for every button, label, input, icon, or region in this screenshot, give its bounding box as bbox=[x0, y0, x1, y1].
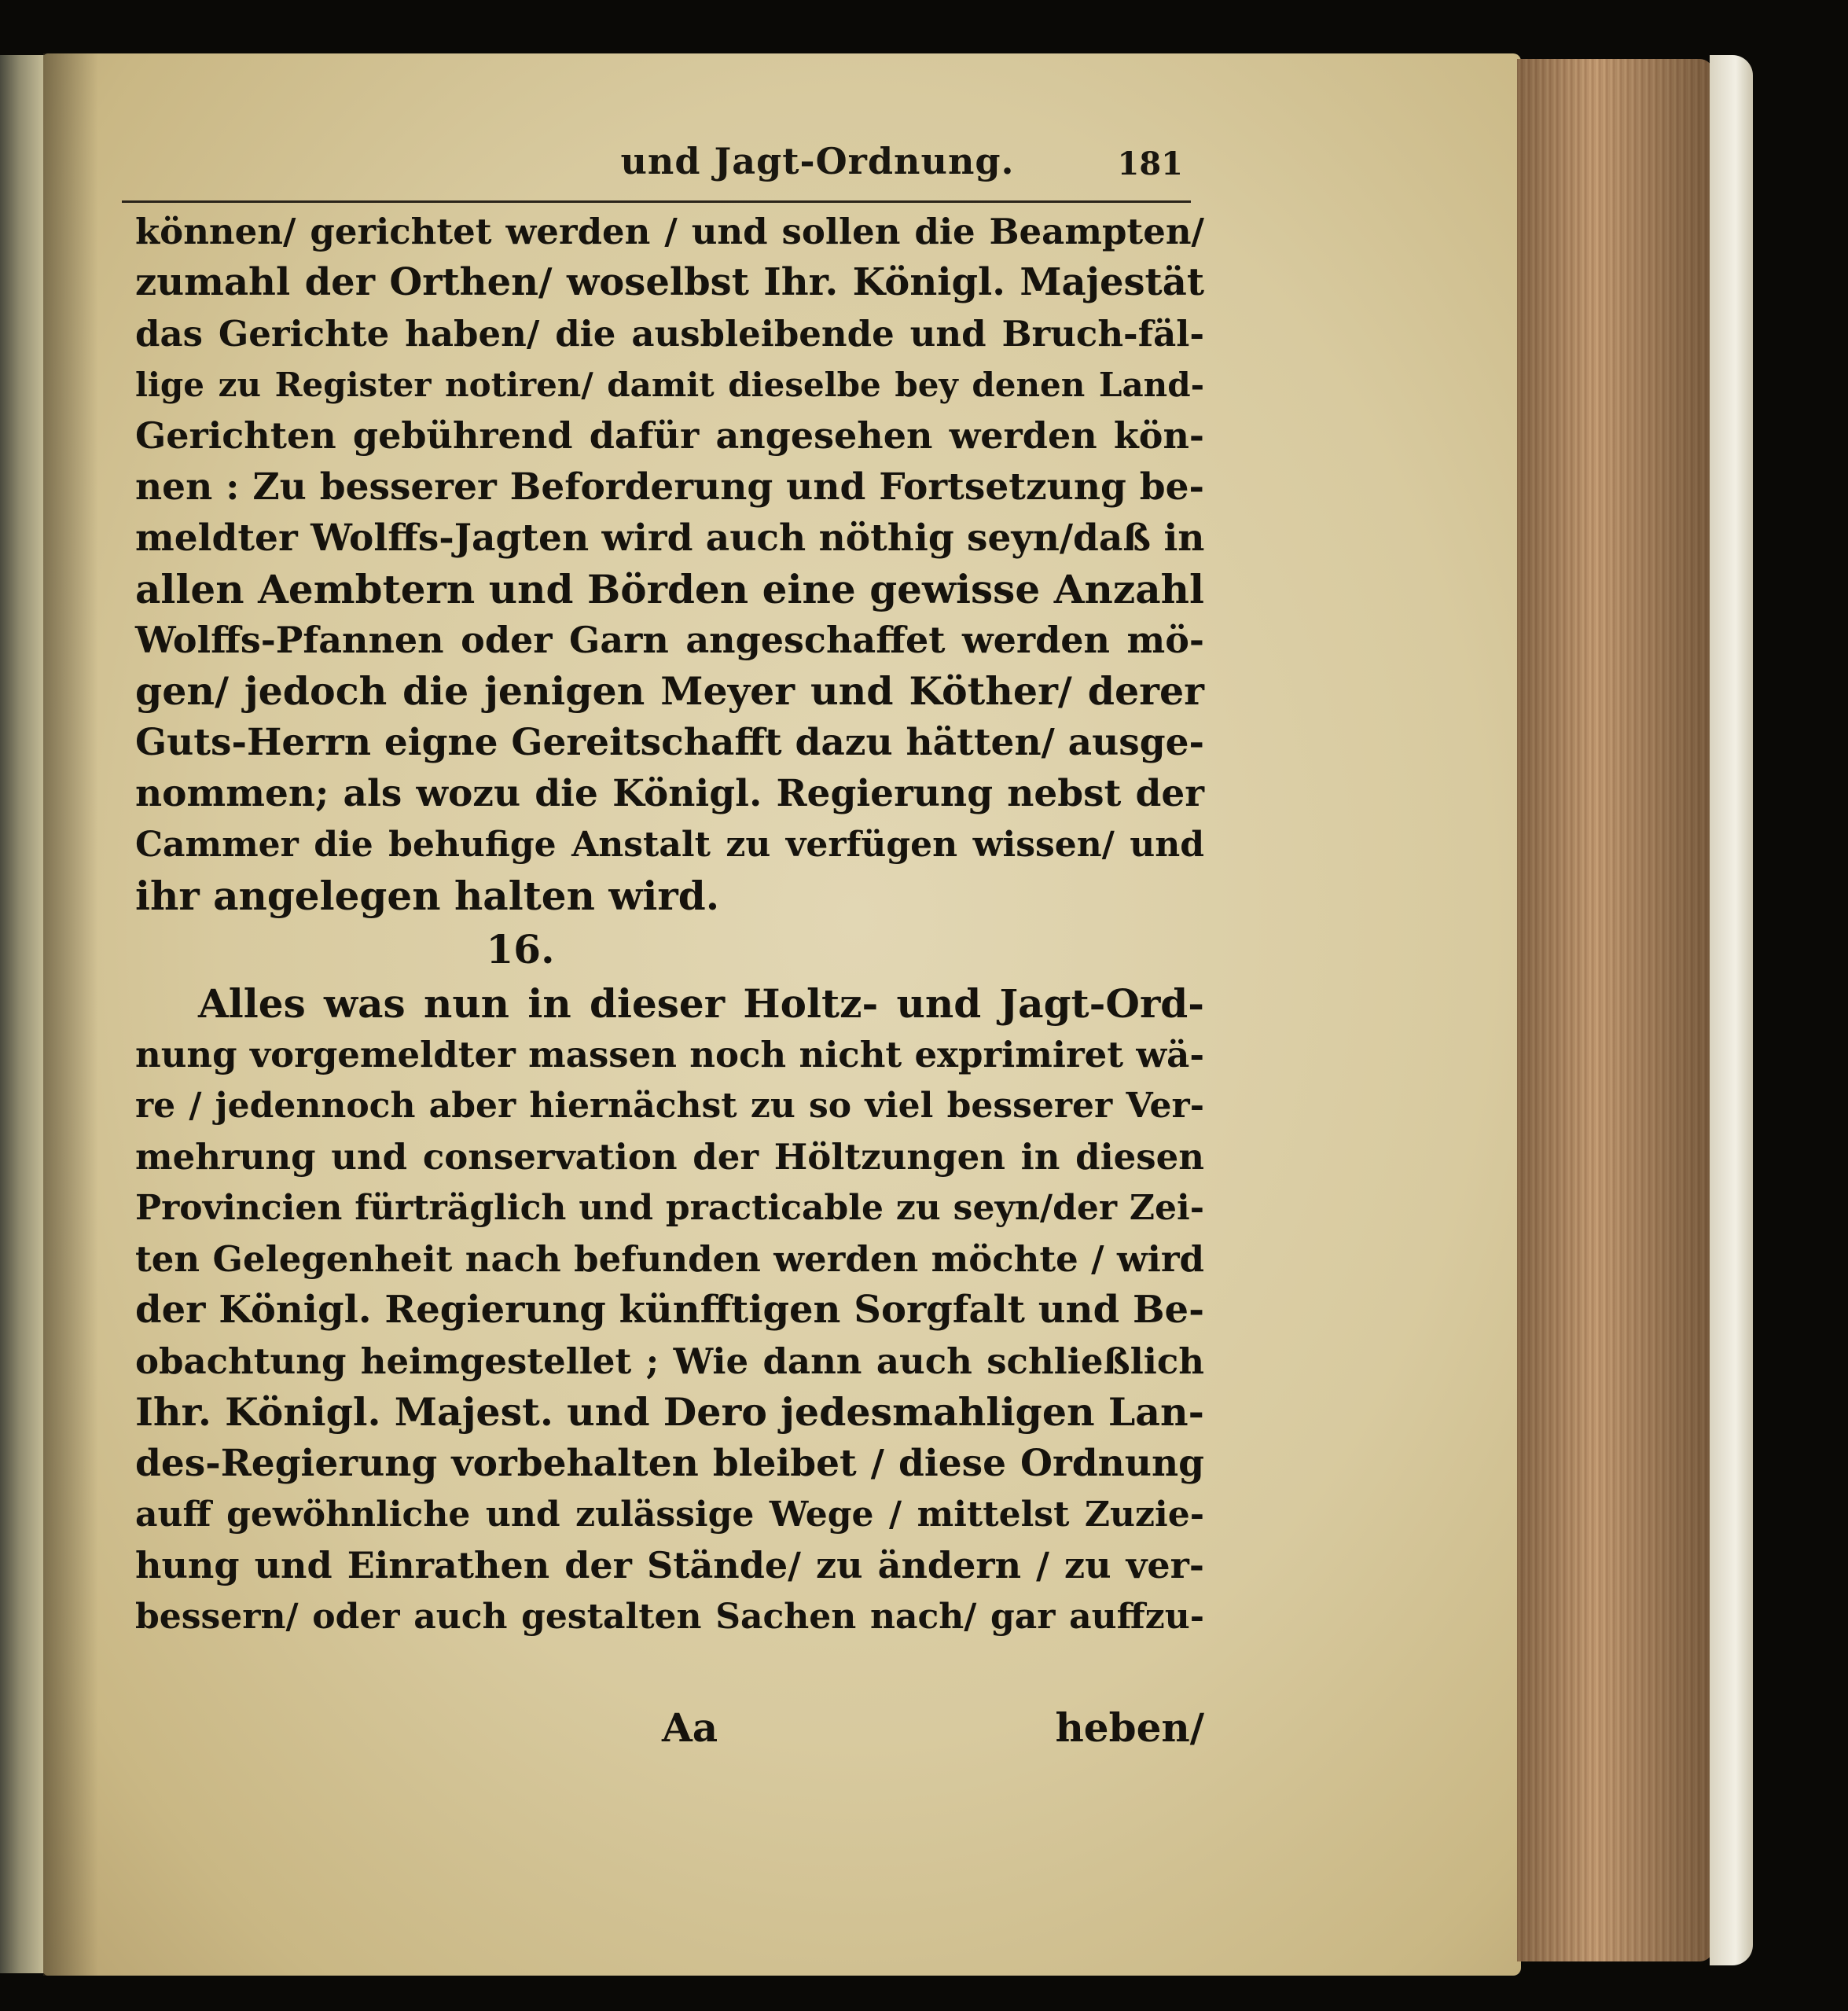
text-line: gen/ jedoch die jenigen Meyer und Köther/ derer bbox=[135, 668, 1204, 714]
text-line: ihr angelegen halten wird. bbox=[135, 873, 720, 919]
text-line: Cammer die behufige Anstalt zu verfügen wissen/ und bbox=[135, 825, 1204, 865]
previous-page-edge bbox=[0, 55, 49, 1973]
header-rule bbox=[122, 200, 1191, 203]
text-line: Gerichten gebührend dafür angesehen werden kön- bbox=[135, 414, 1204, 457]
gutter-shadow bbox=[43, 53, 98, 1976]
body-text bbox=[135, 206, 1204, 1642]
text-line: können/ gerichtet werden / und sollen die Beampten/ bbox=[135, 211, 1204, 252]
page-footer bbox=[135, 1704, 1204, 1759]
section-number: 16. bbox=[486, 926, 555, 972]
text-line: re / jedennoch aber hiernächst zu so viel besserer Ver- bbox=[135, 1086, 1204, 1126]
text-line: ten Gelegenheit nach befunden werden möchte / wird bbox=[135, 1238, 1204, 1280]
text-line: nen : Zu besserer Beforderung und Fortsetzung be- bbox=[135, 465, 1204, 509]
text-line: meldter Wolffs-Jagten wird auch nöthig seyn/daß in bbox=[135, 517, 1205, 560]
signature-mark: Aa bbox=[662, 1704, 718, 1751]
text-line: der Königl. Regierung künfftigen Sorgfalt und Be- bbox=[135, 1288, 1204, 1332]
catchword: heben/ bbox=[1055, 1704, 1204, 1751]
text-line: auff gewöhnliche und zulässige Wege / mittelst Zuzie- bbox=[135, 1494, 1204, 1535]
text-line: nommen; als wozu die Königl. Regierung nebst der bbox=[135, 772, 1204, 815]
book-cover-board bbox=[1710, 55, 1753, 1965]
text-line: Wolffs-Pfannen oder Garn angeschaffet werden mö- bbox=[135, 619, 1204, 661]
text-line: Provincien fürträglich und practicable zu seyn/der Zei- bbox=[135, 1188, 1204, 1228]
text-line: das Gerichte haben/ die ausbleibende und Bruch-fäl- bbox=[135, 313, 1204, 355]
text-line: zumahl der Orthen/ woselbst Ihr. Königl. Majestät bbox=[135, 260, 1204, 304]
page-number: 181 bbox=[1117, 145, 1183, 182]
running-title: und Jagt-Ordnung. bbox=[620, 140, 1015, 182]
text-line: lige zu Register notiren/ damit dieselbe bey denen Land- bbox=[135, 366, 1204, 404]
fore-edge-shading bbox=[1517, 59, 1714, 1961]
text-line: nung vorgemeldter massen noch nicht exprimiret wä- bbox=[135, 1034, 1204, 1075]
text-line: Ihr. Königl. Majest. und Dero jedesmahligen Lan- bbox=[135, 1389, 1204, 1435]
text-line: mehrung und conservation der Höltzungen in diesen bbox=[135, 1136, 1204, 1178]
text-line: allen Aembtern und Börden eine gewisse Anzahl bbox=[135, 566, 1204, 612]
text-line: Alles was nun in dieser Holtz- und Jagt-Ord- bbox=[198, 980, 1204, 1027]
text-line: obachtung heimgestellet ; Wie dann auch schließlich bbox=[135, 1340, 1204, 1382]
text-line: bessern/ oder auch gestalten Sachen nach/ gar auffzu- bbox=[135, 1597, 1204, 1637]
text-line: Guts-Herrn eigne Gereitschafft dazu hätten/ ausge- bbox=[135, 721, 1204, 764]
text-line: hung und Einrathen der Stände/ zu ändern / zu ver- bbox=[135, 1544, 1204, 1586]
text-line: des-Regierung vorbehalten bleibet / diese Ordnung bbox=[135, 1442, 1204, 1485]
